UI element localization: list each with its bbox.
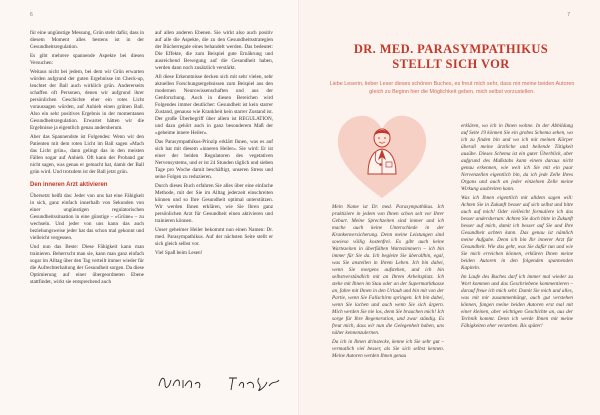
paragraph: Das Parasympathikus-Prinzip erklärt Ihnen, was es auf sich hat mit diesem »inneren Heiler«. Sie wird: Er ist einer der beiden Regulatoren des vegetativen Nervensystems, und er ist 24 Stunden täglich und sieben Tage pro Woche damit beschäftigt, unseren Stress und seine Folgen zu reduzieren. — [155, 139, 273, 180]
paragraph: Im Laufe des Buches darf ich immer mal wieder zu Wort kommen und das Geschriebene kommentieren – darauf freue ich mich sehr. Damit Sie mich und alles, was mit mir zusammenhängt, auch gut verstehen können, fangen meine beiden Autoren erst mal mit einer kleinen, aber wichtigen Geschichte an, aus der Technik kommt. Denn ich werde Ihnen mit meine Fähigkeiten eher verstehen. Bis später! — [461, 274, 573, 329]
page-number-left: 6 — [30, 12, 33, 18]
paragraph: All diese Erkenntnisse decken sich mit sehr vielen, sehr aktuellen Forschungsergebnissen zum Beispiel aus den modernen Neurowissenschaften und aus der Genforschung. Auch in diesen Bereichen wird Folgendes immer deutlicher: Gesundheit ist kein starrer Zustand, genauso wie Krankheit kein starrer Zustand ist. Der große Überbegriff über allem ist REGULATION, und dazu gehört auch in ganz besonderem Maß der »geheime innere Heiler«. — [155, 74, 273, 136]
paragraph: Übersetzt heißt das: Jeder von uns hat eine Fähigkeit in sich, ganz einfach innerhalb von Sekunden von einer ungünstigen regulatorischen Gesundheitssituation in eine günstige – »Grüne« – zu wechseln. Und jeder von uns kann das auch beziehungsweise jeder hat das schon mal gekonnt und vielleicht vergessen. — [30, 193, 144, 241]
paragraph: für eine ungünstige Messung, Grün steht dafür, dass in diesem Moment alles bestens ist in der Gesundheitsregulation. — [30, 30, 144, 50]
paragraph: Viel Spaß beim Lesen! — [155, 250, 203, 256]
chapter-title — [320, 42, 582, 72]
left-column-1 — [30, 30, 144, 288]
paragraph: Was ich Ihnen eigentlich mit alldem sagen will: Achten Sie in Zukunft besser auf sich selbst und bitte auch auf mich! Oder vielleicht formuliere ich das besser andersherum: Achten Sie doch bitte in Zukunft besser auf mich, damit ich besser auf Sie und Ihre Gesundheit achten kann. Das genau ist nämlich meine Aufgabe. Denn ich bin Ihr innerer Arzt für Gesundheit. Wie das geht, was Sie dafür tun und wie Sie mich erreichen können, erklären Ihnen meine beiden Autoren in den folgenden spannenden Kapiteln. — [461, 195, 573, 271]
paragraph: auf allen anderen Ebenen. Sie wirkt also auch positiv auf alle die Aspekte, die zu den Gesundheitsstrategien der Bücherregale eines behandelt werden. Das bedeutet: Die Effekte, die zum Beispiel gute Ernährung und ausreichend Bewegung auf die Gesundheit haben, werden dann noch zusätzlich verstärkt. — [155, 30, 273, 71]
paragraph: Weitaus nicht bei jedem, bei dem wir Grün erwarten würden aufgrund der guten Ergebnisse im Check-up, leuchtet der Ball auch wirklich grün. Andererseits schaffen oft Personen, denen wir aufgrund ihrer persönlichen Geschichte eher ein rotes Licht voraussagen würden, auf Anhieb einen grünen Ball. Also ein sehr positives Ergebnis in der momentanen Gesundheitsregulation. Erwartet hätten wir die Ergebnisse ja eigentlich genau andersherum. — [30, 69, 144, 131]
heart-shape — [334, 112, 430, 202]
paragraph: Unser geheimer Heiler bekommt nun einen Namen: Dr. med. Parasympathikus. Auf der nächsten Seite stellt er sich gleich selbst vor. — [155, 227, 273, 247]
section-heading: Den inneren Arzt aktivieren — [30, 182, 108, 188]
paragraph: Es gibt mehrere spannende Aspekte bei diesen Versuchen: — [30, 53, 144, 66]
paragraph: Da ich in Ihnen drinstecke, kenne ich Sie sehr gut – vermutlich viel besser, als Sie sich selbst kennen. Meine Autoren werden Ihnen genau — [332, 339, 444, 359]
chapter-title-line-1: DR. MED. PARASYMPATHIKUS — [353, 42, 549, 56]
intro-text: Liebe Leserin, lieber Leser dieses schönen Buches, es freut mich sehr, dass mir meine beiden Autoren gleich zu Beginn hier die Möglichkeit geben, mich selbst vorzustellen. — [329, 81, 575, 95]
paragraph: Aber das Spannendste ist Folgendes: Wenn wir den Patienten mit dem roten Licht im Ball sagen »Mach das Licht grün«, dann gelingt das in den meisten Fällen sogar auf Anhieb. Oft kann der Proband gar nicht sagen, was genau er gemacht hat, damit der Ball grün wird. Und trotzdem ist der Ball jetzt grün. — [30, 134, 144, 175]
paragraph: Mein Name ist Dr. med. Parasympathikus. Ich praktiziere in jedem von Ihnen schon seit vor Ihrer Geburt. Meine Sprechzeiten sind immer und ich mache auch keine Unterschiede in der Krankenversicherung. Denn meine Leistungen sind sowieso völlig kostenfrei. Es gibt auch keine Wartezeiten in überfüllten Wartezimmern – ich bin immer für Sie da. Ich begleite Sie überallhin, egal, was Sie anstellen in Ihrem Leben. Ich bin dabei, wenn Sie morgens aufstehen, und ich bin selbstverständlich mit an Ihrem Arbeitsplatz. Ich stehe mit Ihnen im Stau oder an der Supermarktkasse an, fahre mit Ihnen in den Urlaub und bin mit von der Partie, wenn Sie Fallschirm springen. Ich bin dabei, wenn Sie lachen und auch wenn Sie sich ärgern. Mich werden Sie nie los, denn Sie brauchen mich! Ich sorge für Ihre Regeneration, und zwar ständig. Es freut mich, dass wir nun die Gelegenheit haben, uns näher kennenzulernen. — [332, 204, 444, 336]
author-signatures — [155, 370, 285, 394]
paragraph: Durch dieses Buch erfahren Sie alles über eine einfache Methode, mit der Sie im Alltag jederzeit einschreiten können und so Ihre Gesundheit optimal unterstützen. Wir werden Ihnen erklären, wie Sie Ihren ganz persönlichen Arzt für Gesundheit einen aktivieren und trainieren können. — [155, 183, 273, 224]
right-column-2 — [461, 123, 573, 332]
left-column-2 — [155, 30, 273, 259]
paragraph: erklären, wo ich in Ihnen wohne. In der Abbildung auf Seite 19 können Sie ein grobes Schema sehen, wo ich zu finden bin und wo ich mit meinen Körper überall meine ärztliche und heilende Tätigkeit ausübe. Dieses Schema ist ein guter Überblick, aber aufgrund des Maßstabs kann einem daraus nicht genau erkennen, wie weit ich Sie mit ein paar Nervenzellen eigentlich bin, da ich jede Zelle Ihres Organs und auch an jeder einzelnen Zelle meine Wirkung ausbreiten kann. — [461, 123, 573, 192]
chapter-title-line-2: STELLT SICH VOR — [392, 57, 510, 71]
right-column-1 — [332, 204, 444, 362]
page-number-right: 7 — [567, 12, 570, 18]
paragraph: Und nun das Beste: Diese Fähigkeit kann man trainieren. Beherrscht man sie, kann man ganz einfach sogar im Alltag über den Tag verteilt immer wieder für die Aufrechterhaltung der Gesundheit sorgen. Da diese Optimierung auf einer übergeordneten Ebene stattfindet, wirkt sie entsprechend auch — [30, 244, 144, 285]
